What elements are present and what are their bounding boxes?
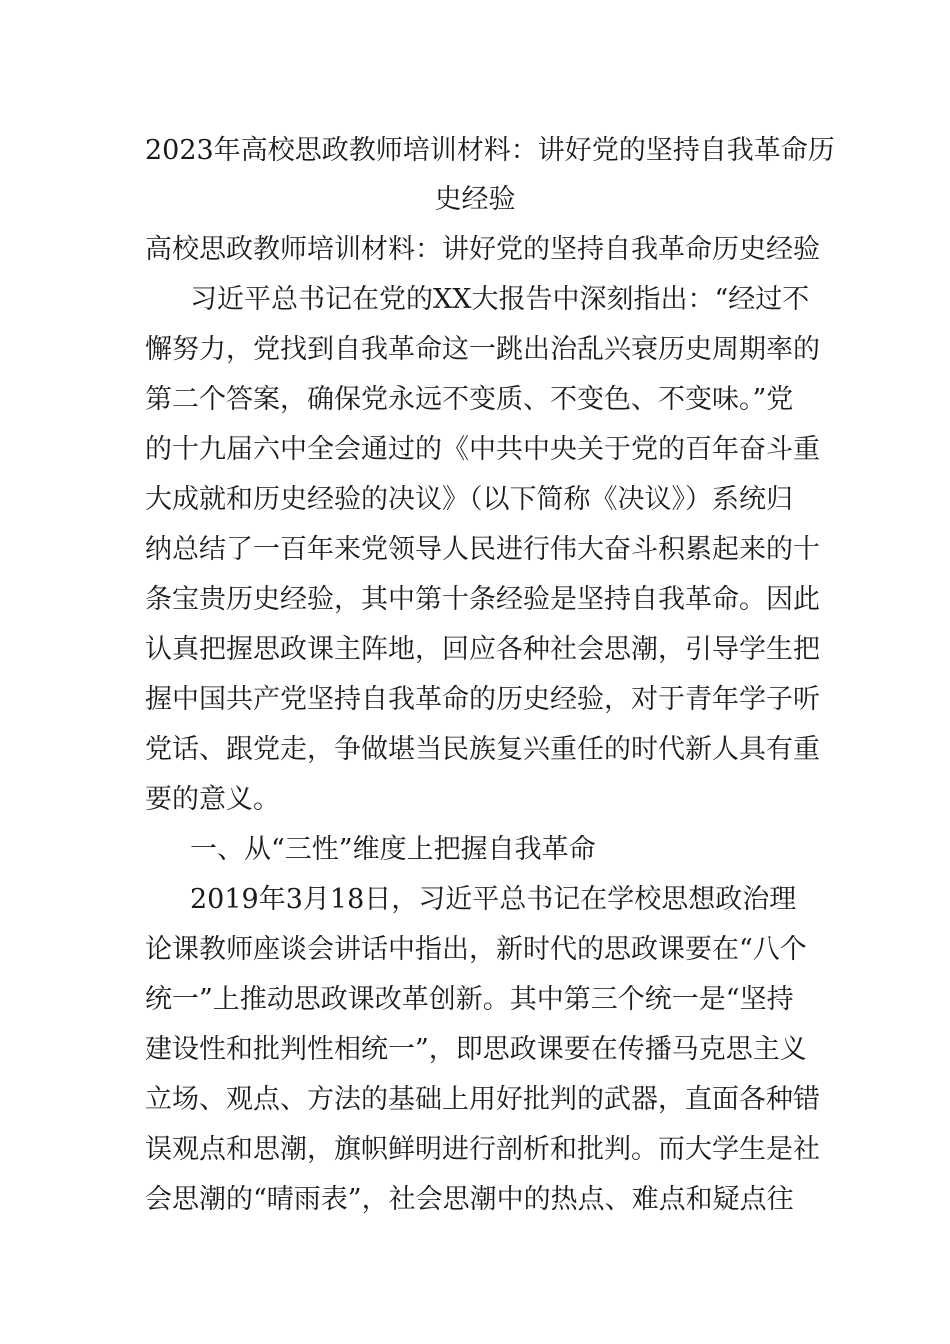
paragraph-2-line: 2019年3月18日，习近平总书记在学校思想政治理 (190, 884, 797, 915)
paragraph-2-line: 立场、观点、方法的基础上用好批判的武器，直面各种错 (145, 1084, 820, 1115)
paragraph-1-line: 握中国共产党坚持自我革命的历史经验，对于青年学子听 (145, 684, 820, 715)
paragraph-1-line: 要的意义。 (145, 784, 280, 815)
paragraph-2-line: 论课教师座谈会讲话中指出，新时代的思政课要在“八个 (145, 934, 807, 965)
section-heading: 一、从“三性”维度上把握自我革命 (190, 834, 596, 865)
paragraph-1-line: 习近平总书记在党的XX大报告中深刻指出：“经过不 (190, 284, 810, 315)
paragraph-2-line: 误观点和思潮，旗帜鲜明进行剖析和批判。而大学生是社 (145, 1134, 820, 1165)
paragraph-1-line: 第二个答案，确保党永远不变质、不变色、不变味。”党 (145, 384, 794, 415)
paragraph-1-line: 的十九届六中全会通过的《中共中央关于党的百年奋斗重 (145, 434, 820, 465)
paragraph-2-line: 统一”上推动思政课改革创新。其中第三个统一是“坚持 (145, 984, 794, 1015)
paragraph-1-line: 大成就和历史经验的决议》（以下简称《决议》）系统归 (145, 484, 793, 515)
document-title-line-1: 2023年高校思政教师培训材料：讲好党的坚持自我革命历 (145, 135, 835, 166)
document-title-line-2: 史经验 (434, 184, 516, 215)
paragraph-2-line: 会思潮的“晴雨表”，社会思潮中的热点、难点和疑点往 (145, 1184, 794, 1215)
paragraph-1-line: 条宝贵历史经验，其中第十条经验是坚持自我革命。因此 (145, 584, 820, 615)
paragraph-1-line: 纳总结了一百年来党领导人民进行伟大奋斗积累起来的十 (145, 534, 820, 565)
paragraph-1-line: 认真把握思政课主阵地，回应各种社会思潮，引导学生把 (145, 634, 820, 665)
paragraph-2-line: 建设性和批判性相统一”，即思政课要在传播马克思主义 (145, 1034, 807, 1065)
paragraph-1-line: 懈努力，党找到自我革命这一跳出治乱兴衰历史周期率的 (145, 334, 820, 365)
paragraph-1-line: 党话、跟党走，争做堪当民族复兴重任的时代新人具有重 (145, 734, 820, 765)
document-subtitle: 高校思政教师培训材料：讲好党的坚持自我革命历史经验 (145, 234, 820, 265)
